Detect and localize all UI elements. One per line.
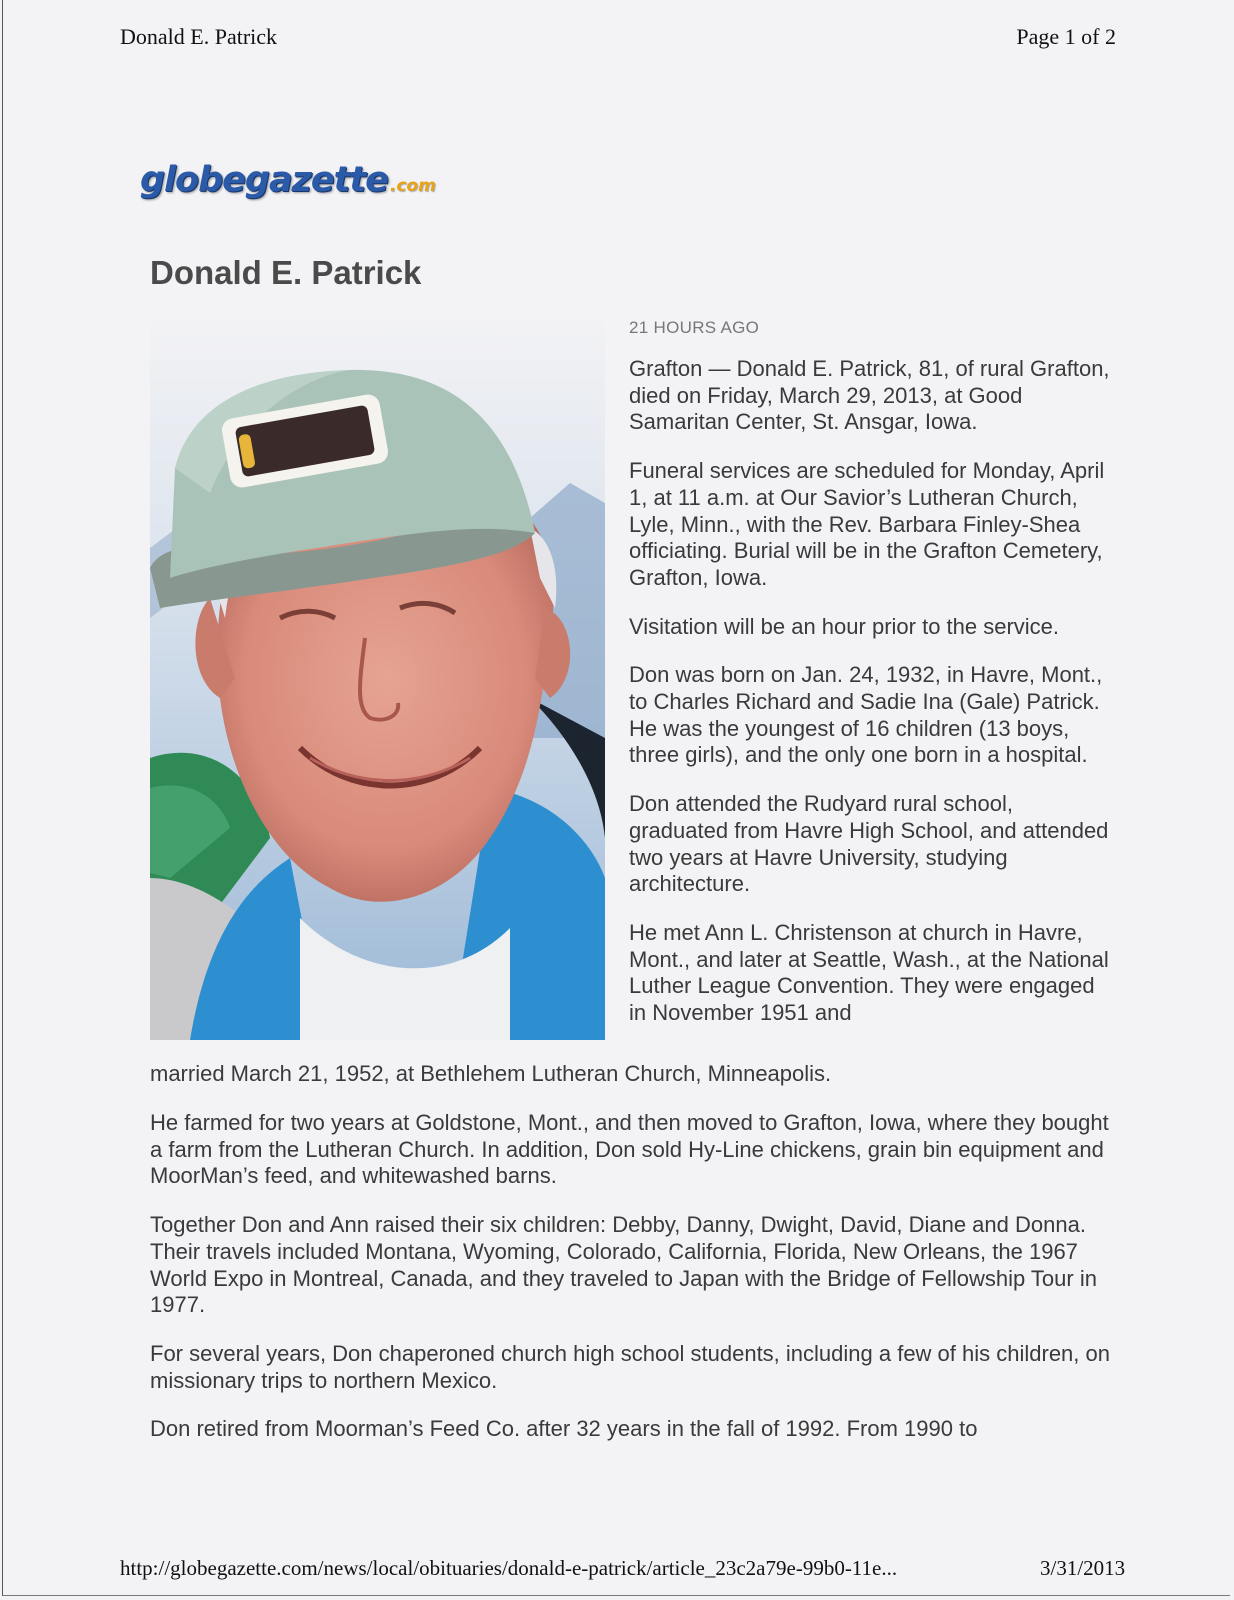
- article-paragraph: Funeral services are scheduled for Monday, April 1, at 11 a.m. at Our Savior’s Lutheran Church, Lyle, Minn., with the Rev. Barbara Finley-Shea officiating. Burial will be in the Grafton Cemetery, Grafton, Iowa.: [629, 458, 1105, 590]
- print-header-title: Donald E. Patrick: [120, 24, 278, 49]
- article-paragraph: Don was born on Jan. 24, 1932, in Havre, Mont., to Charles Richard and Sadie Ina (Gale) Patrick. He was the youngest of 16 children (13 boys, three girls), and the only one born in a hospital.: [629, 662, 1103, 768]
- article-paragraph: For several years, Don chaperoned church high school students, including a few of his children, on missionary trips to northern Mexico.: [150, 1340, 1110, 1393]
- logo-suffix: .com: [389, 176, 436, 196]
- print-header-page-number: Page 1 of 2: [1016, 24, 1116, 49]
- print-footer-date: 3/31/2013: [1040, 1556, 1126, 1580]
- article-paragraph: He met Ann L. Christenson at church in Havre, Mont., and later at Seattle, Wash., at the National Luther League Convention. They were engaged in November 1951 and: [629, 919, 1109, 1026]
- logo-wordmark: globegazette: [140, 160, 388, 200]
- article-paragraph: Don attended the Rudyard rural school, graduated from Havre High School, and attended two years at Havre University, studying architecture.: [629, 791, 1109, 897]
- article-paragraph-continuation: married March 21, 1952, at Bethlehem Lutheran Church, Minneapolis.: [150, 1061, 832, 1086]
- article-paragraph: Visitation will be an hour prior to the service.: [629, 613, 1060, 639]
- article-paragraph: Don retired from Moorman’s Feed Co. after 32 years in the fall of 1992. From 1990 to: [150, 1416, 978, 1442]
- article-title: Donald E. Patrick: [150, 254, 422, 291]
- portrait-photo: [150, 318, 605, 1040]
- article-paragraph: Together Don and Ann raised their six children: Debby, Danny, Dwight, David, Diane and Donna. Their travels included Montana, Wyoming, Colorado, California, Florida, New Orleans, the 1967 World Expo in Montreal, Canada, and they traveled to Japan with the Bridge of Fellowship Tour in 1977.: [150, 1212, 1097, 1318]
- article-body-full-width: [150, 1110, 1110, 1465]
- article-paragraph: He farmed for two years at Goldstone, Mont., and then moved to Grafton, Iowa, where they bought a farm from the Lutheran Church. In addition, Don sold Hy-Line chickens, grain bin equipment and MoorMan’s feed, and whitewashed barns.: [150, 1110, 1109, 1189]
- site-logo[interactable]: [140, 160, 436, 206]
- article-body-right-column: [629, 356, 1114, 1027]
- article-paragraph: Grafton — Donald E. Patrick, 81, of rural Grafton, died on Friday, March 29, 2013, at Good Samaritan Center, St. Ansgar, Iowa.: [629, 356, 1110, 435]
- article-timestamp: 21 HOURS AGO: [629, 318, 760, 337]
- print-footer-url: http://globegazette.com/news/local/obituaries/donald-e-patrick/article_23c2a79e-99b0-11e...: [120, 1556, 898, 1580]
